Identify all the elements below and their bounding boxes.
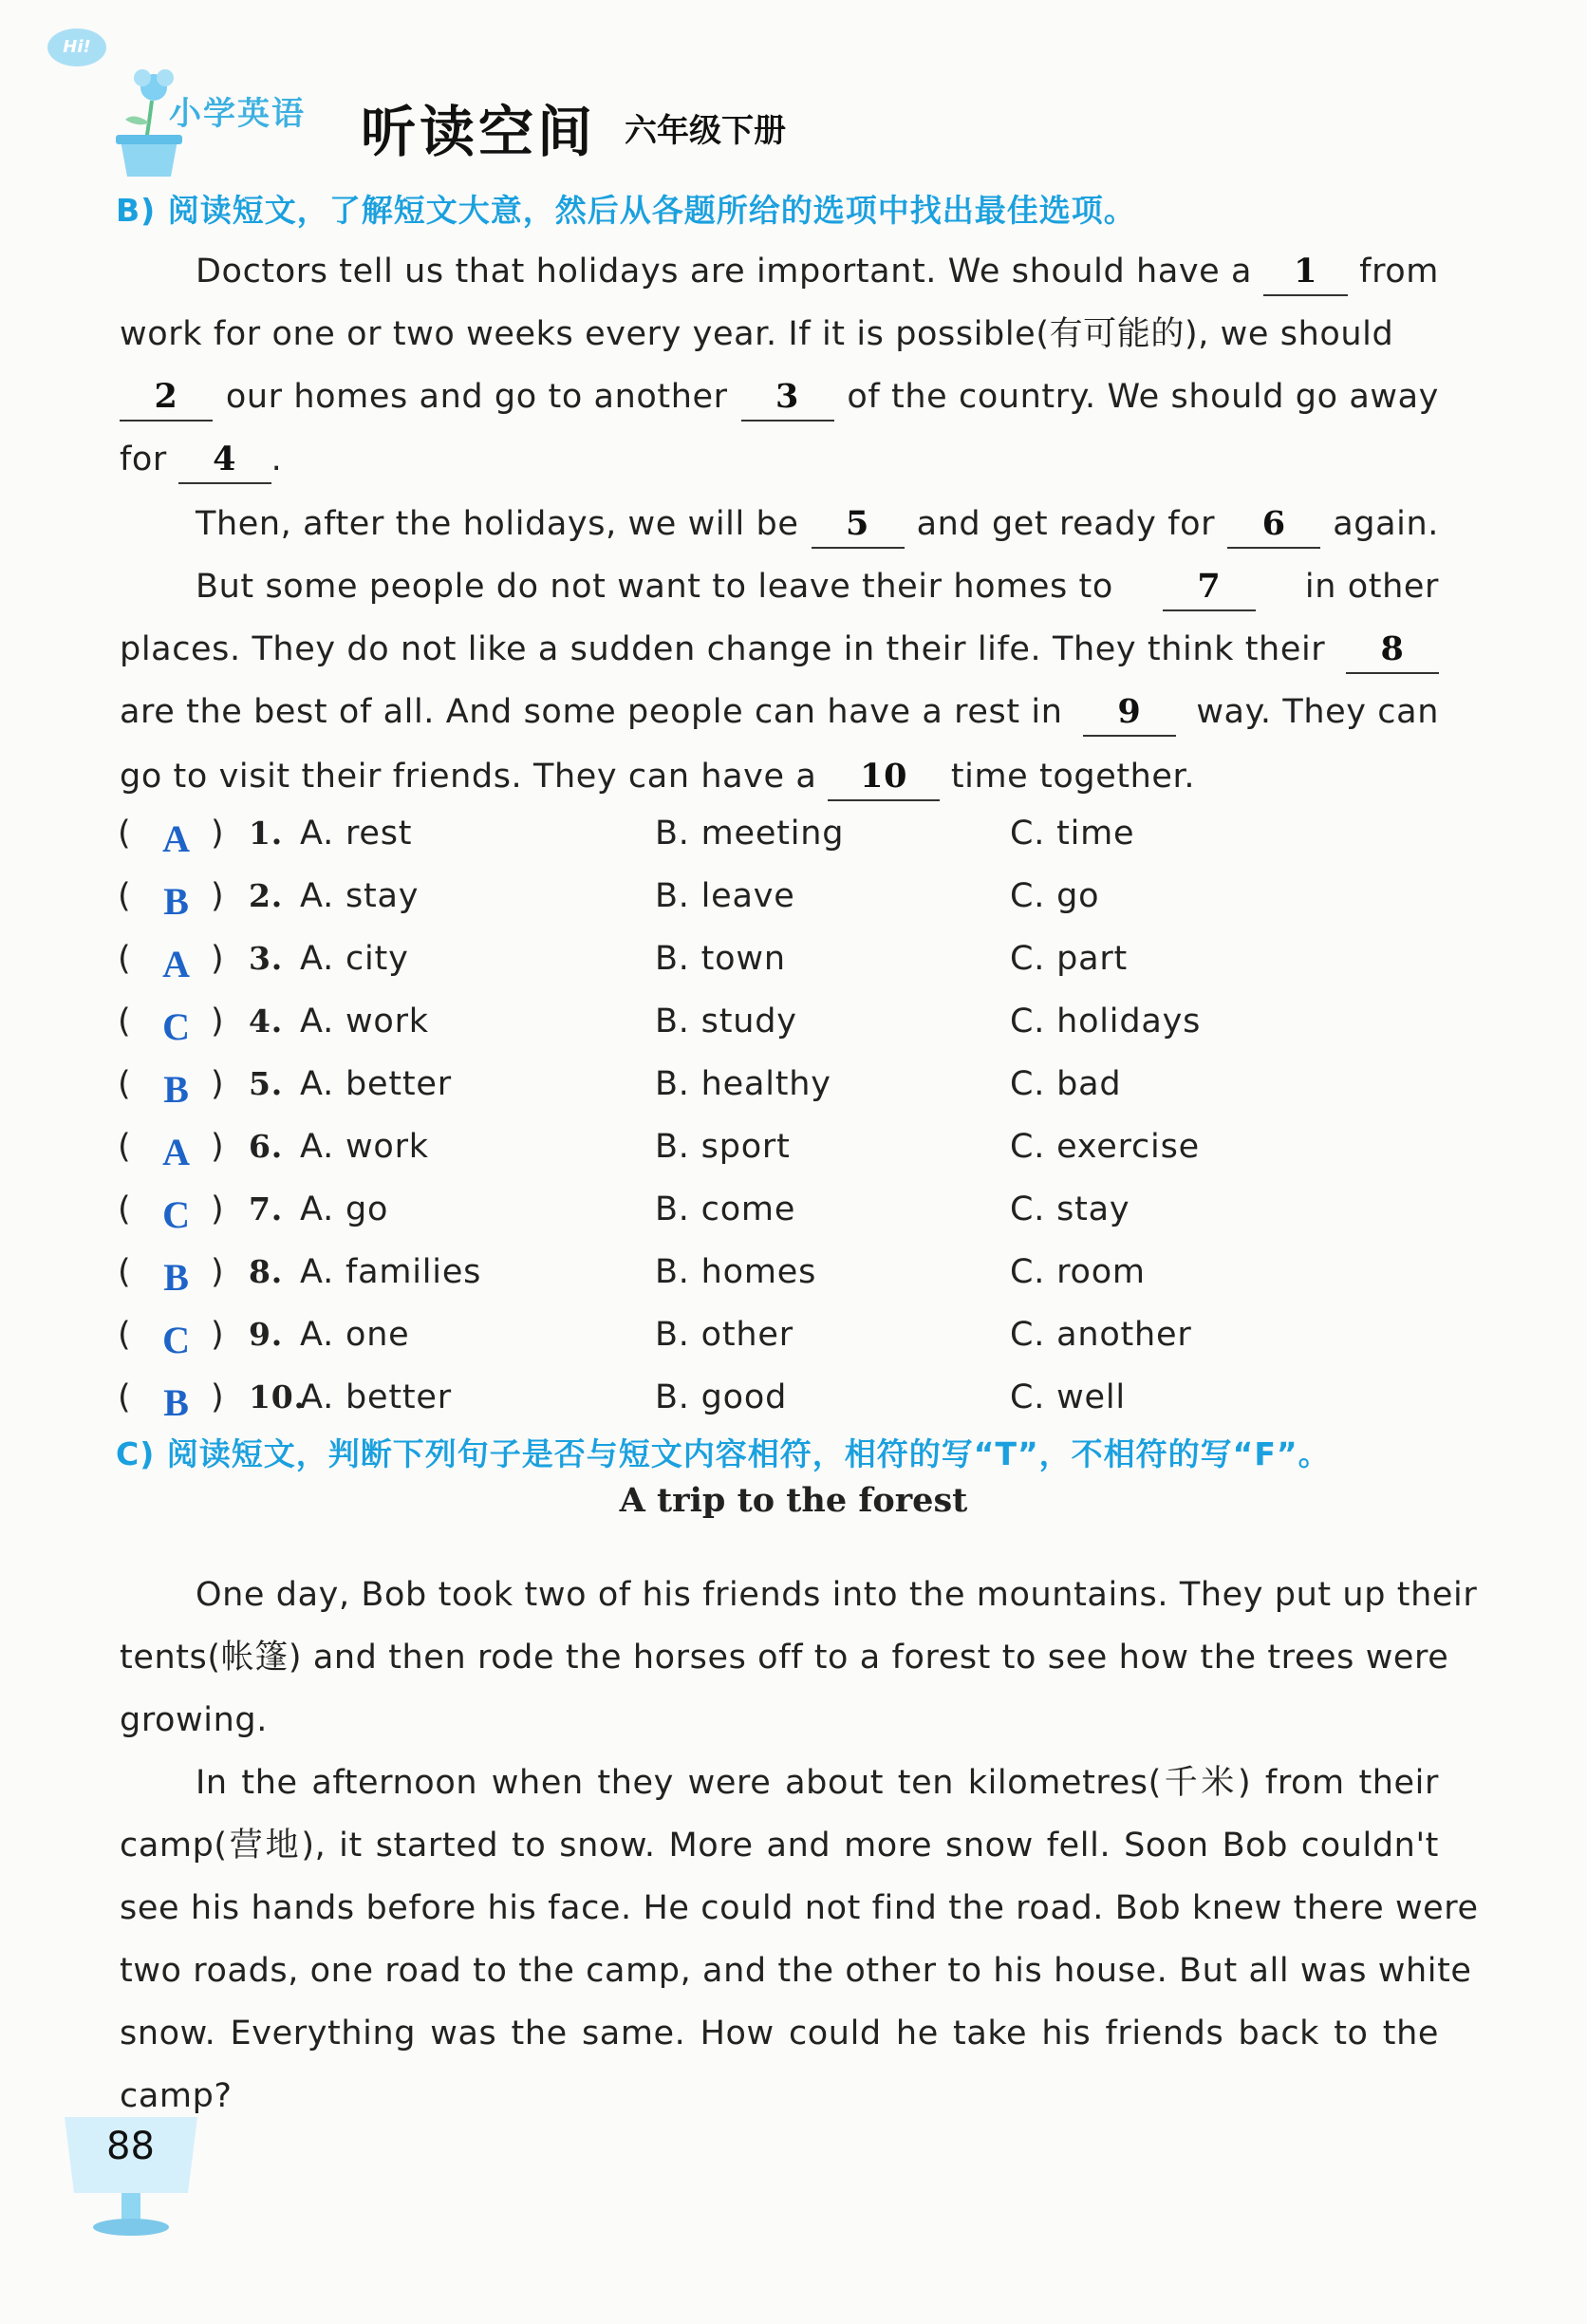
question-number: 9. [249,1316,284,1353]
passage-text: places. They do not like a sudden change in their life. They think their [120,630,1336,668]
option-c: C. go [1010,877,1100,915]
passage-text: Doctors tell us that holidays are important. We should have a [196,253,1263,290]
option-c: C. time [1010,815,1135,853]
story-line [120,1885,1479,1931]
passage-text: Then, after the holidays, we will be [196,505,811,543]
question-number: 1. [249,815,284,852]
question-row [118,1378,1447,1428]
answer-mark: B [163,1068,190,1111]
passage-text: in other [1294,568,1439,606]
question-number: 6. [249,1128,284,1165]
right-paren: ) [211,1065,225,1103]
right-paren: ) [211,877,225,915]
option-a: A. work [300,1128,429,1166]
question-number: 3. [249,940,284,977]
option-b: B. good [655,1378,788,1416]
answer-mark: B [163,880,190,923]
story-text: camp? [120,2077,233,2115]
section-c-instruction: C) 阅读短文，判断下列句子是否与短文内容相符，相符的写“T”，不相符的写“F”。 [116,1435,1331,1472]
answer-blank: 2 [120,374,213,422]
option-b: B. meeting [655,815,845,853]
option-c: C. part [1010,940,1129,978]
question-number: 4. [249,1003,284,1040]
passage-text: . [271,440,283,478]
passage-line [120,249,1448,296]
right-paren: ) [211,1253,225,1291]
left-paren: ( [118,1253,132,1291]
answer-blank: 4 [178,437,271,484]
question-row [118,815,1447,864]
answer-blank: 3 [741,374,834,422]
story-line [120,1760,1448,1806]
story-line [120,1635,1448,1680]
story-text: In the afternoon when they were about ten kilometres(千米) from their [196,1764,1439,1802]
left-paren: ( [118,1316,132,1354]
answer-blank: 5 [812,501,905,549]
passage-line [120,689,1448,737]
answer-blank: 8 [1346,627,1439,674]
question-row [118,1128,1447,1177]
right-paren: ) [211,1378,225,1416]
option-b: B. town [655,940,786,978]
answer-mark: C [162,1319,191,1361]
question-row [118,877,1447,927]
passage-text: are the best of all. And some people can have a rest in [120,693,1074,731]
option-b: B. study [655,1003,797,1040]
left-paren: ( [118,1378,132,1416]
option-c: C. room [1010,1253,1146,1291]
passage-line [120,754,1448,801]
series-subtitle: 小学英语 [169,95,306,133]
answer-blank: 10 [828,754,940,801]
passage-text: again. [1321,505,1439,543]
story-line [120,1823,1448,1868]
option-c: C. exercise [1010,1128,1200,1166]
question-row [118,1316,1447,1365]
question-row [118,1190,1447,1240]
question-row [118,940,1447,989]
option-a: A. stay [300,877,420,915]
left-paren: ( [118,815,132,853]
option-b: B. healthy [655,1065,831,1103]
passage-line [120,374,1448,422]
right-paren: ) [211,1190,225,1228]
option-b: B. homes [655,1253,817,1291]
answer-blank: 7 [1163,564,1256,611]
passage-line [120,564,1448,611]
option-c: C. another [1010,1316,1192,1354]
series-title: 听读空间 [361,100,597,164]
passage-text: our homes and go to another [215,378,739,416]
left-paren: ( [118,1003,132,1040]
story-text: growing. [120,1701,268,1739]
question-row [118,1253,1447,1303]
answer-mark: A [162,817,191,860]
passage-text: and get ready for [905,505,1226,543]
question-number: 10. [249,1378,306,1415]
option-a: A. families [300,1253,482,1291]
story-line [120,2073,1448,2119]
story-text: camp(营地), it started to snow. More and more snow fell. Soon Bob couldn't [120,1827,1439,1865]
story-text: One day, Bob took two of his friends into the mountains. They put up their [196,1576,1478,1614]
passage-line [120,627,1448,674]
left-paren: ( [118,1190,132,1228]
question-row [118,1003,1447,1052]
option-a: A. city [300,940,409,978]
option-a: A. better [300,1065,452,1103]
passage-text: from [1348,253,1439,290]
option-c: C. holidays [1010,1003,1202,1040]
passage-text: go to visit their friends. They can have a [120,758,829,796]
answer-blank: 1 [1263,249,1349,296]
hi-badge: Hi! [47,28,106,66]
answer-mark: A [162,943,191,985]
story-line [120,1697,1448,1743]
left-paren: ( [118,1128,132,1166]
option-a: A. go [300,1190,389,1228]
answer-mark: C [162,1005,191,1048]
answer-blank: 6 [1227,501,1320,549]
option-a: A. work [300,1003,429,1040]
answer-mark: B [163,1256,190,1299]
story-text: see his hands before his face. He could not find the road. Bob knew there were [120,1889,1479,1927]
question-number: 8. [249,1253,284,1290]
passage-text: work for one or two weeks every year. If it is possible(有可能的), we should [120,315,1394,353]
story-text: tents(帐篷) and then rode the horses off to a forest to see how the trees were [120,1639,1449,1677]
grade-label: 六年级下册 [625,112,786,150]
story-line [120,2011,1448,2056]
option-b: B. leave [655,877,795,915]
right-paren: ) [211,940,225,978]
question-number: 7. [249,1190,284,1228]
right-paren: ) [211,1316,225,1354]
story-text: two roads, one road to the camp, and the other to his house. But all was white [120,1952,1472,1990]
story-title: A trip to the forest [619,1481,968,1520]
page-header [38,28,987,171]
passage-text: But some people do not want to leave their homes to [196,568,1125,606]
passage-line [120,501,1448,549]
question-number: 2. [249,877,284,914]
passage-text: for [120,440,178,478]
left-paren: ( [118,877,132,915]
option-b: B. come [655,1190,796,1228]
story-line [120,1948,1472,1994]
option-b: B. sport [655,1128,791,1166]
right-paren: ) [211,1128,225,1166]
answer-mark: B [163,1381,190,1424]
question-number: 5. [249,1065,284,1102]
story-text: snow. Everything was the same. How could he take his friends back to the [120,2015,1439,2052]
question-row [118,1065,1447,1115]
passage-text: time together. [940,758,1196,796]
option-a: A. better [300,1378,452,1416]
page-number: 88 [106,2125,155,2168]
right-paren: ) [211,1003,225,1040]
option-c: C. stay [1010,1190,1130,1228]
answer-mark: A [162,1131,191,1173]
option-a: A. one [300,1316,410,1354]
passage-text: of the country. We should go away [835,378,1439,416]
option-a: A. rest [300,815,413,853]
story-line [120,1572,1478,1618]
left-paren: ( [118,1065,132,1103]
left-paren: ( [118,940,132,978]
answer-mark: C [162,1193,191,1236]
option-c: C. well [1010,1378,1126,1416]
right-paren: ) [211,815,225,853]
passage-text: way. They can [1185,693,1439,731]
passage-line [120,437,1448,484]
option-c: C. bad [1010,1065,1122,1103]
option-b: B. other [655,1316,794,1354]
answer-blank: 9 [1083,689,1176,737]
passage-line [120,311,1448,357]
section-b-instruction: B) 阅读短文，了解短文大意，然后从各题所给的选项中找出最佳选项。 [116,192,1136,229]
